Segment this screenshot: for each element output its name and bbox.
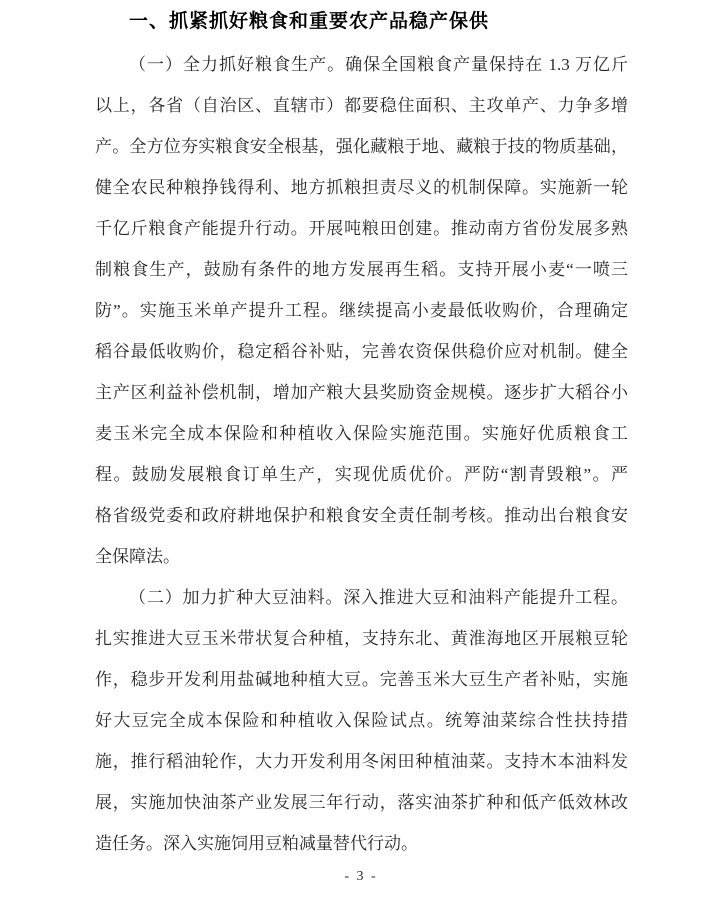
paragraph-2 <box>95 577 628 864</box>
section-heading: 一、抓紧抓好粮食和重要农产品稳产保供 <box>129 11 490 32</box>
paragraph-line: 程。鼓励发展粮食订单生产，实现优质优价。严防“割青毁粮”。严 <box>95 465 628 484</box>
paragraph-line: 主产区利益补偿机制，增加产粮大县奖励资金规模。逐步扩大稻谷小 <box>95 383 628 402</box>
text-block <box>95 8 628 864</box>
paragraph-line: 防”。实施玉米单产提升工程。继续提高小麦最低收购价，合理确定 <box>95 301 628 320</box>
paragraph-line: （一）全力抓好粮食生产。确保全国粮食产量保持在 1.3 万亿斤 <box>129 55 628 74</box>
paragraph-line: 作，稳步开发利用盐碱地种植大豆。完善玉米大豆生产者补贴，实施 <box>95 670 628 689</box>
paragraph-line: 扎实推进大豆玉米带状复合种植，支持东北、黄淮海地区开展粮豆轮 <box>95 629 628 648</box>
paragraph-line: 稻谷最低收购价，稳定稻谷补贴，完善农资保供稳价应对机制。健全 <box>95 342 628 361</box>
paragraph-line: 健全农民种粮挣钱得利、地方抓粮担责尽义的机制保障。实施新一轮 <box>95 178 628 197</box>
paragraph-1 <box>95 44 628 577</box>
paragraph-line: 展，实施加快油茶产业发展三年行动，落实油茶扩种和低产低效林改 <box>95 793 628 812</box>
paragraph-line: 产。全方位夯实粮食安全根基，强化藏粮于地、藏粮于技的物质基础， <box>95 137 628 156</box>
paragraph-line: 全保障法。 <box>95 547 180 566</box>
paragraph-line: 千亿斤粮食产能提升行动。开展吨粮田创建。推动南方省份发展多熟 <box>95 219 628 238</box>
paragraph-line: 造任务。深入实施饲用豆粕减量替代行动。 <box>95 834 418 853</box>
paragraph-line: 麦玉米完全成本保险和种植收入保险实施范围。实施好优质粮食工 <box>95 424 628 443</box>
paragraph-line: 以上，各省（自治区、直辖市）都要稳住面积、主攻单产、力争多增 <box>95 96 628 115</box>
paragraph-line: 好大豆完全成本保险和种植收入保险试点。统筹油菜综合性扶持措 <box>95 711 628 730</box>
paragraph-line: 格省级党委和政府耕地保护和粮食安全责任制考核。推动出台粮食安 <box>95 506 628 525</box>
page-number: - 3 - <box>344 869 378 884</box>
paragraph-line: 制粮食生产，鼓励有条件的地方发展再生稻。支持开展小麦“一喷三 <box>95 260 628 279</box>
paragraph-line: 施，推行稻油轮作，大力开发利用冬闲田种植油菜。支持木本油料发 <box>95 752 628 771</box>
paragraph-line: （二）加力扩种大豆油料。深入推进大豆和油料产能提升工程。 <box>129 588 628 607</box>
